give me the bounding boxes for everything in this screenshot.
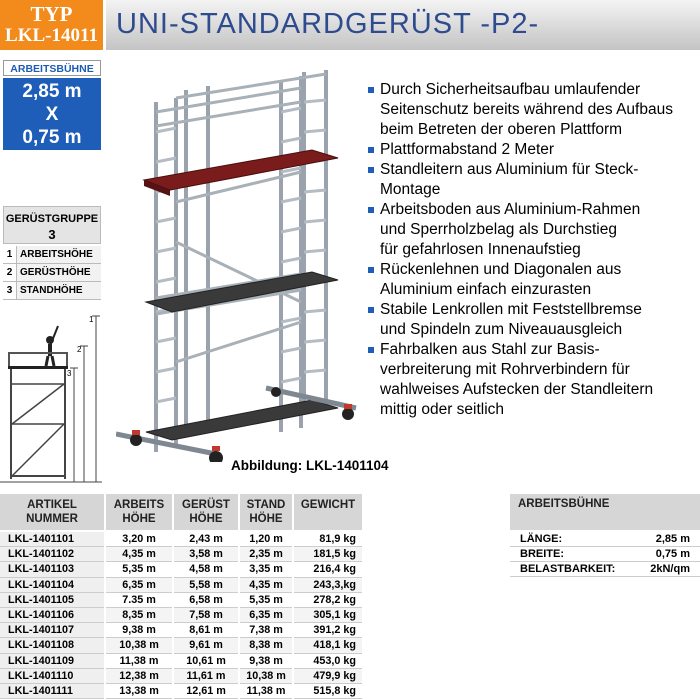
table-row — [0, 562, 362, 577]
col-header-weight — [294, 494, 362, 530]
cell-work: 11,38 m — [106, 654, 172, 669]
cell-scaffold: 3,58 m — [174, 547, 238, 562]
cell-weight: 81,9 kg — [294, 532, 362, 547]
table-row — [0, 638, 362, 653]
dimension-width: 0,75 m — [22, 127, 82, 148]
platform-spec-row — [510, 532, 700, 547]
cell-weight: 391,2 kg — [294, 623, 362, 638]
cell-work: 5,35 m — [106, 562, 172, 577]
feature-text: Stabile Lenkrollen mit Feststellbremse und Spindeln zum Niveauausgleich — [380, 301, 642, 338]
cell-article: LKL-1401102 — [0, 547, 104, 562]
feature-text: Durch Sicherheitsaufbau umlaufender Seitenschutz bereits während des Aufbaus beim Betreten der oberen Plattform — [380, 81, 673, 138]
feature-list — [368, 80, 698, 420]
platform-spec-panel — [510, 494, 700, 584]
platform-label: ARBEITSBÜHNE — [3, 60, 101, 76]
cell-work: 12,38 m — [106, 669, 172, 684]
cell-weight: 418,1 kg — [294, 638, 362, 653]
col-header-line: NUMMER — [26, 513, 78, 525]
cell-stand: 4,35 m — [240, 578, 292, 593]
spec-label: LÄNGE: — [520, 533, 563, 545]
scaffold-group-box — [3, 206, 101, 244]
cell-weight: 515,8 kg — [294, 684, 362, 699]
diagram-label-3: 3 — [67, 369, 72, 378]
feature-text: Rückenlehnen und Diagonalen aus Aluminium einfach einzurasten — [380, 261, 622, 298]
cell-article: LKL-1401105 — [0, 593, 104, 608]
bullet-icon — [368, 167, 374, 173]
cell-stand: 8,38 m — [240, 638, 292, 653]
cell-stand: 7,38 m — [240, 623, 292, 638]
cell-scaffold: 10,61 m — [174, 654, 238, 669]
cell-stand: 1,20 m — [240, 532, 292, 547]
cell-article: LKL-1401103 — [0, 562, 104, 577]
cell-scaffold: 12,61 m — [174, 684, 238, 699]
table-row — [0, 532, 362, 547]
platform-spec-row — [510, 547, 700, 562]
table-body — [0, 532, 362, 699]
table-row — [0, 608, 362, 623]
cell-work: 13,38 m — [106, 684, 172, 699]
table-row — [0, 593, 362, 608]
cell-scaffold: 7,58 m — [174, 608, 238, 623]
article-table — [0, 494, 362, 700]
legend-row — [3, 246, 101, 264]
cell-work: 4,35 m — [106, 547, 172, 562]
cell-scaffold: 5,58 m — [174, 578, 238, 593]
table-row — [0, 578, 362, 593]
height-legend — [3, 246, 101, 300]
bullet-icon — [368, 267, 374, 273]
product-image-area — [106, 54, 700, 494]
cell-work: 10,38 m — [106, 638, 172, 653]
bullet-icon — [368, 147, 374, 153]
cell-work: 9,38 m — [106, 623, 172, 638]
cell-work: 7.35 m — [106, 593, 172, 608]
legend-label: GERÜSTHÖHE — [17, 264, 101, 281]
dimension-length: 2,85 m — [22, 81, 82, 102]
cell-scaffold: 11,61 m — [174, 669, 238, 684]
feature-item — [368, 300, 698, 340]
feature-text: Arbeitsboden aus Aluminium-Rahmen und Sperrholzbelag als Durchstieg für gefahrlosen Innenaufstieg — [380, 201, 641, 258]
spec-value: 2kN/qm — [650, 563, 690, 575]
feature-item — [368, 200, 698, 260]
cell-scaffold: 6,58 m — [174, 593, 238, 608]
legend-number: 2 — [3, 264, 17, 281]
cell-work: 3,20 m — [106, 532, 172, 547]
cell-weight: 305,1 kg — [294, 608, 362, 623]
dimension-box — [3, 78, 101, 150]
col-header-stand-height — [240, 494, 292, 530]
col-header-line: STAND — [246, 499, 286, 511]
feature-item — [368, 340, 698, 420]
cell-article: LKL-1401108 — [0, 638, 104, 653]
bullet-icon — [368, 347, 374, 353]
cell-scaffold: 9,61 m — [174, 638, 238, 653]
cell-weight: 181,5 kg — [294, 547, 362, 562]
cell-stand: 6,35 m — [240, 608, 292, 623]
legend-row — [3, 264, 101, 282]
legend-label: ARBEITSHÖHE — [17, 246, 101, 263]
cell-weight: 278,2 kg — [294, 593, 362, 608]
feature-text: Standleitern aus Aluminium für Steck- Montage — [380, 161, 639, 198]
feature-item — [368, 140, 698, 160]
cell-stand: 2,35 m — [240, 547, 292, 562]
col-header-scaffold-height — [174, 494, 238, 530]
cell-stand: 5,35 m — [240, 593, 292, 608]
title-bar — [106, 0, 700, 50]
col-header-article — [0, 494, 104, 530]
scaffold-group-label: GERÜSTGRUPPE — [5, 213, 99, 225]
cell-article: LKL-1401111 — [0, 684, 104, 699]
platform-spec-title: ARBEITSBÜHNE — [510, 494, 700, 530]
cell-work: 8,35 m — [106, 608, 172, 623]
cell-article: LKL-1401109 — [0, 654, 104, 669]
cell-weight: 216,4 kg — [294, 562, 362, 577]
feature-text: Plattformabstand 2 Meter — [380, 141, 555, 158]
table-row — [0, 684, 362, 699]
bullet-icon — [368, 307, 374, 313]
diagram-label-2: 2 — [77, 345, 82, 354]
feature-item — [368, 260, 698, 300]
col-header-line: HÖHE — [122, 513, 156, 525]
legend-number: 3 — [3, 282, 17, 299]
table-row — [0, 669, 362, 684]
cell-work: 6,35 m — [106, 578, 172, 593]
legend-label: STANDHÖHE — [17, 282, 101, 299]
col-header-line: ARTIKEL — [27, 499, 77, 511]
left-panel — [0, 54, 104, 494]
feature-text: Fahrbalken aus Stahl zur Basis- verbreiterung mit Rohrverbindern für wahlweises Aufstecken der Standleitern mittig oder seitlich — [380, 341, 654, 418]
page-title: UNI-STANDARDGERÜST -P2- — [116, 8, 540, 40]
cell-stand: 9,38 m — [240, 654, 292, 669]
col-header-line: HÖHE — [249, 513, 283, 525]
cell-weight: 453,0 kg — [294, 654, 362, 669]
spec-label: BELASTBARKEIT: — [520, 563, 616, 575]
cell-scaffold: 8,61 m — [174, 623, 238, 638]
cell-article: LKL-1401106 — [0, 608, 104, 623]
legend-row — [3, 282, 101, 300]
diagram-label-1: 1 — [89, 315, 94, 324]
cell-stand: 3,35 m — [240, 562, 292, 577]
col-header-line: GEWICHT — [300, 499, 356, 511]
col-header-line: ARBEITS — [113, 499, 165, 511]
cell-scaffold: 4,58 m — [174, 562, 238, 577]
cell-weight: 243,3,kg — [294, 578, 362, 593]
height-diagram — [0, 304, 104, 492]
type-label: TYP — [30, 2, 73, 26]
legend-number: 1 — [3, 246, 17, 263]
platform-spec-rows — [510, 532, 700, 577]
cell-weight: 479,9 kg — [294, 669, 362, 684]
cell-article: LKL-1401110 — [0, 669, 104, 684]
bullet-icon — [368, 207, 374, 213]
cell-article: LKL-1401107 — [0, 623, 104, 638]
spec-label: BREITE: — [520, 548, 564, 560]
dimension-x: X — [45, 104, 59, 125]
cell-scaffold: 2,43 m — [174, 532, 238, 547]
type-badge — [0, 0, 103, 50]
cell-stand: 10,38 m — [240, 669, 292, 684]
scaffold-group-value: 3 — [48, 227, 56, 242]
feature-item — [368, 80, 698, 140]
cell-stand: 11,38 m — [240, 684, 292, 699]
col-header-line: GERÜST — [182, 499, 230, 511]
platform-spec-row — [510, 562, 700, 577]
feature-item — [368, 160, 698, 200]
bullet-icon — [368, 87, 374, 93]
col-header-line: HÖHE — [189, 513, 223, 525]
cell-article: LKL-1401101 — [0, 532, 104, 547]
spec-value: 0,75 m — [655, 548, 690, 560]
cell-article: LKL-1401104 — [0, 578, 104, 593]
table-row — [0, 547, 362, 562]
col-header-work-height — [106, 494, 172, 530]
image-caption: Abbildung: LKL-1401104 — [231, 458, 389, 473]
type-number: LKL-14011 — [5, 25, 98, 46]
table-row — [0, 623, 362, 638]
table-row — [0, 654, 362, 669]
spec-value: 2,85 m — [655, 533, 690, 545]
scaffold-illustration — [116, 62, 366, 462]
